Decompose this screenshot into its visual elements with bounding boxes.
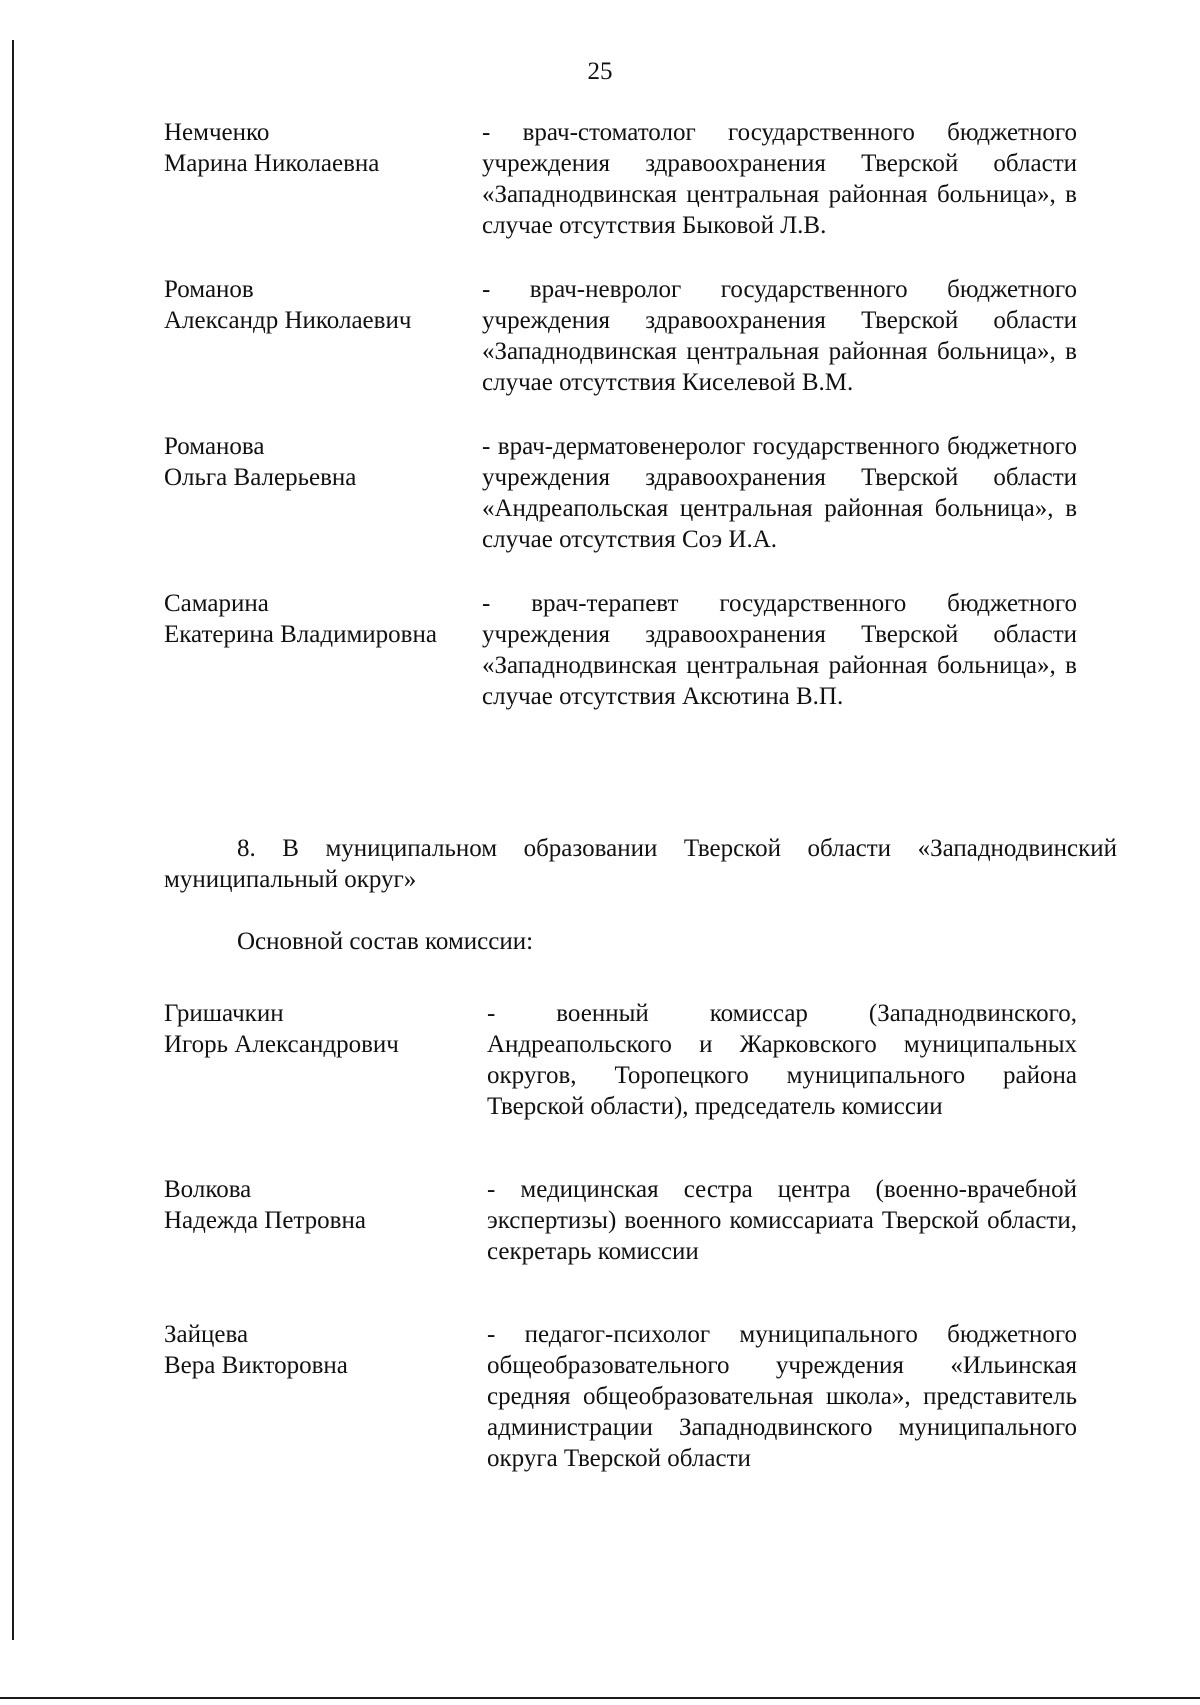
member-name — [164, 1319, 489, 1474]
section-subheading: Основной состав комиссии: — [237, 928, 534, 955]
member-name — [164, 431, 489, 555]
member-role: - военный комиссар (Западнодвинского, Андреапольского и Жарковского муниципальных округов, Торопецкого муниципального района Тверской области), председатель комиссии — [487, 1000, 1077, 1120]
member-name — [164, 274, 489, 398]
member-list-bottom — [164, 998, 1117, 1526]
member-given-names: Екатерина Владимировна — [164, 621, 437, 648]
member-surname: Романова — [164, 433, 265, 460]
member-given-names: Вера Викторовна — [164, 1352, 348, 1379]
member-role: - врач-стоматолог государственного бюджетного учреждения здравоохранения Тверской области «Западнодвинская центральная районная больница», в случае отсутствия Быковой Л.В. — [482, 119, 1077, 239]
page-number: 25 — [587, 58, 613, 85]
member-list-top — [164, 117, 1117, 745]
member-surname: Немченко — [164, 119, 270, 146]
member-given-names: Игорь Александрович — [164, 1031, 399, 1058]
member-name — [164, 998, 489, 1122]
member-surname: Самарина — [164, 590, 269, 617]
member-row — [164, 998, 1117, 1122]
member-row — [164, 1174, 1117, 1267]
member-given-names: Ольга Валерьевна — [164, 464, 357, 491]
member-row — [164, 274, 1117, 398]
member-role: - врач-невролог государственного бюджетного учреждения здравоохранения Тверской области «Западнодвинская центральная районная больница», в случае отсутствия Киселевой В.М. — [482, 276, 1077, 396]
member-role: - педагог-психолог муниципального бюджетного общеобразовательного учреждения «Ильинская средняя общеобразовательная школа», представитель администрации Западнодвинского муниципального округа Тверской области — [487, 1321, 1077, 1472]
member-name — [164, 1174, 489, 1267]
section-8 — [164, 833, 1117, 957]
member-row — [164, 1319, 1117, 1474]
member-row — [164, 588, 1117, 712]
member-surname: Гришачкин — [164, 1000, 284, 1027]
member-given-names: Марина Николаевна — [164, 150, 380, 177]
scan-edge-left — [12, 40, 14, 1640]
member-surname: Романов — [164, 276, 254, 303]
scan-edge-bottom — [0, 1697, 1200, 1699]
section-heading: 8. В муниципальном образовании Тверской области «Западнодвинский муниципальный округ» — [164, 835, 1117, 893]
member-role: - врач-дерматовенеролог государственного бюджетного учреждения здравоохранения Тверской области «Андреапольская центральная районная больница», в случае отсутствия Соэ И.А. — [482, 433, 1077, 553]
member-role: - врач-терапевт государственного бюджетного учреждения здравоохранения Тверской области «Западнодвинская центральная районная больница», в случае отсутствия Аксютина В.П. — [482, 590, 1077, 710]
member-row — [164, 431, 1117, 555]
member-name — [164, 117, 489, 241]
member-surname: Волкова — [164, 1176, 252, 1203]
member-given-names: Александр Николаевич — [164, 307, 412, 334]
member-role: - медицинская сестра центра (военно-врачебной экспертизы) военного комиссариата Тверской области, секретарь комиссии — [487, 1176, 1077, 1265]
member-row — [164, 117, 1117, 241]
member-surname: Зайцева — [164, 1321, 249, 1348]
member-given-names: Надежда Петровна — [164, 1207, 366, 1234]
member-name — [164, 588, 489, 712]
